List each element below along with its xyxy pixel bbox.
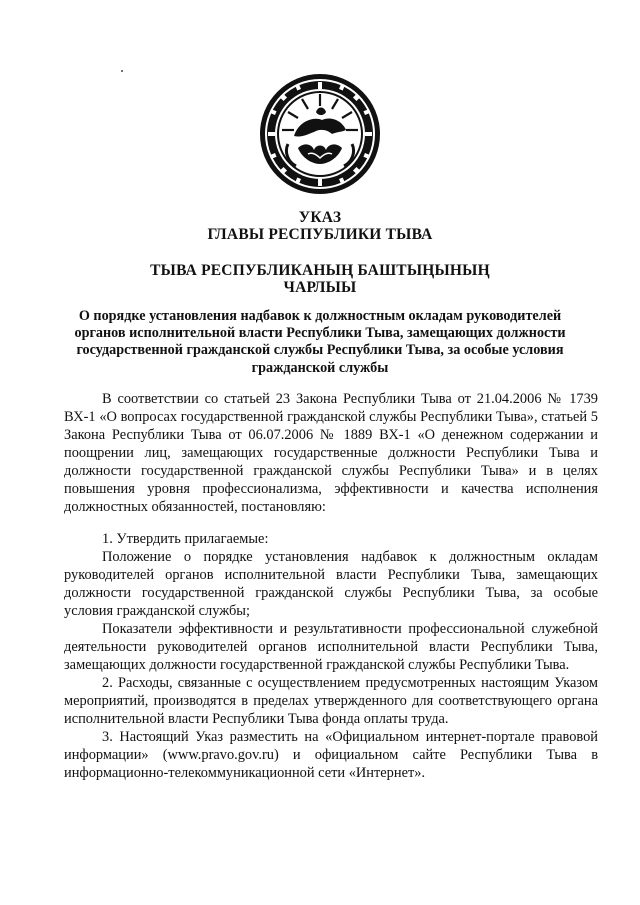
issuer-heading: ГЛАВЫ РЕСПУБЛИКИ ТЫВА — [207, 226, 433, 243]
scan-speck — [121, 70, 123, 72]
preamble-paragraph: В соответствии со статьей 23 Закона Республики Тыва от 21.04.2006 № 1739 ВХ-1 «О вопросах государственной гражданской службы Республики Тыва», статьей 5 Закона Республики Тыва от 06.07.2006 № 1889 ВХ-1 «О денежном содержании и поощрении лиц, замещающих государственные должности Республики Тыва и должности государственной гражданской службы Республики Тыва» и в целях повышения уровня профессионализма, эффективности и качества исполнения должностных обязанностей, постановляю: — [64, 391, 598, 515]
item-1-regulation: Положение о порядке установления надбавок к должностным окладам руководителей органов исполнительной власти Республики Тыва, замещающих должности государственной гражданской службы Республики Тыва, за особые условия гражданской службы; — [64, 549, 598, 619]
item-2: 2. Расходы, связанные с осуществлением предусмотренных настоящим Указом мероприятий, производятся в пределах утвержденного для соответствующего органа исполнительной власти Республики Тыва фонда оплаты труда. — [64, 675, 598, 727]
tyvan-decree-heading: ЧАРЛЫЫ — [283, 279, 357, 296]
item-1: 1. Утвердить прилагаемые: — [102, 531, 269, 547]
document-title: О порядке установления надбавок к должностным окладам руководителей органов исполнительной власти Республики Тыва, замещающих должности государственной гражданской службы Республики Тыва, за особые условия гражданской службы — [74, 308, 566, 376]
decree-items — [64, 530, 598, 782]
tyvan-issuer-heading: ТЫВА РЕСПУБЛИКАНЫҢ БАШТЫҢЫНЫҢ — [150, 262, 490, 279]
decree-heading: УКАЗ — [298, 209, 342, 226]
item-3: 3. Настоящий Указ разместить на «Официальном интернет-портале правовой информации» (www.pravo.gov.ru) и официальном сайте Республики Тыва в информационно-телекоммуникационной сети «Интернет». — [64, 729, 598, 781]
tyva-coat-of-arms-icon — [258, 72, 382, 196]
preamble — [64, 390, 598, 516]
item-1-indicators: Показатели эффективности и результативности профессиональной служебной деятельности руководителей органов исполнительной власти Республики Тыва, замещающих должности государственной гражданской службы Республики Тыва. — [64, 621, 598, 673]
